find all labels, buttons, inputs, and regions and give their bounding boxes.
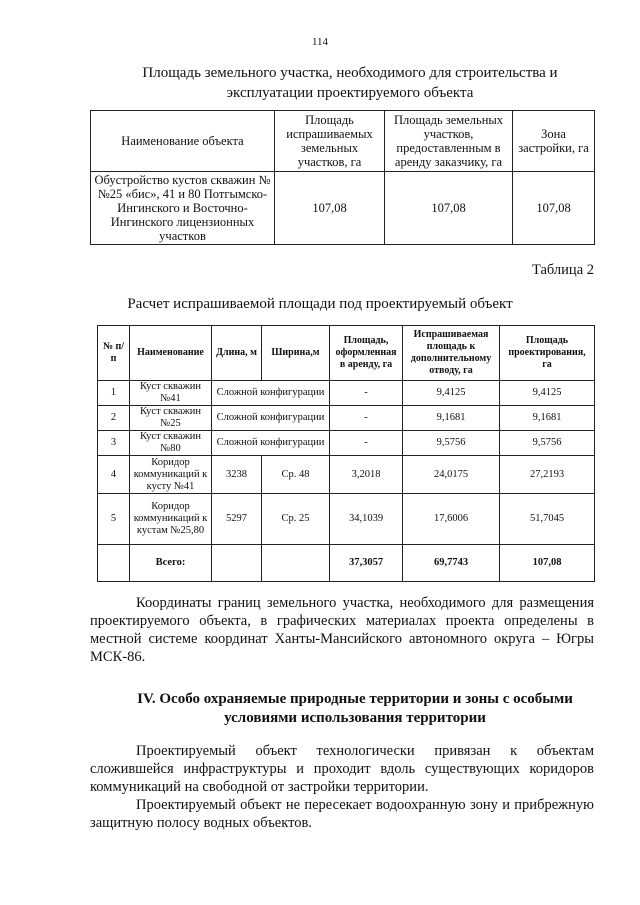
section-heading: IV. Особо охраняемые природные территории и зоны с особыми условиями использования территории — [137, 691, 573, 726]
table-header-cell: Площадь испрашиваемых земельных участков, га — [275, 111, 385, 172]
table-cell: Коридор коммуникаций к кусту №41 — [130, 456, 212, 494]
page-number: 114 — [311, 36, 329, 48]
table-cell: 9,4125 — [500, 381, 595, 406]
table-cell: 17,6006 — [403, 494, 500, 545]
table-row — [98, 381, 595, 406]
table-cell: 3,2018 — [330, 456, 403, 494]
table-cell: 9,1681 — [500, 406, 595, 431]
table-header-cell: Наименование — [130, 326, 212, 381]
table-cell — [98, 545, 130, 582]
table-header-cell: Длина, м — [212, 326, 262, 381]
paragraph-text: Проектируемый объект не пересекает водоохранную зону и прибрежную защитную полосу водных объектов. — [90, 797, 594, 831]
table-row — [91, 172, 595, 245]
table-header-row — [98, 326, 595, 381]
table1-title: Площадь земельного участка, необходимого для строительства и эксплуатации проектируемого объекта — [142, 65, 558, 101]
table-cell: - — [330, 381, 403, 406]
total-area: 37,3057 — [330, 545, 403, 582]
paragraph-text: Координаты границ земельного участка, необходимого для размещения проектируемого объекта, в графических материалах проекта определены в местной системе координат Ханты-Мансийского автономного округа – Югры МСК-86. — [90, 595, 594, 665]
table-header-cell: Испрашиваемая площадь к дополнительному отводу, га — [403, 326, 500, 381]
table-cell: 5297 — [212, 494, 262, 545]
table-total-row — [98, 545, 595, 582]
table-cell: - — [330, 406, 403, 431]
table-cell: 107,08 — [513, 172, 595, 245]
table-cell — [262, 545, 330, 582]
table-cell: Сложной конфигурации — [212, 381, 330, 406]
table-cell: 2 — [98, 406, 130, 431]
table-cell: 9,5756 — [500, 431, 595, 456]
table-cell: Коридор коммуникаций к кустам №25,80 — [130, 494, 212, 545]
table-header-cell: Ширина,м — [262, 326, 330, 381]
table-cell: 51,7045 — [500, 494, 595, 545]
table-row — [98, 406, 595, 431]
table-cell — [212, 545, 262, 582]
table-cell: 107,08 — [275, 172, 385, 245]
coordinates-paragraph — [90, 594, 594, 666]
table-row — [98, 456, 595, 494]
table-cell: Куст скважин №80 — [130, 431, 212, 456]
infrastructure-paragraph — [90, 742, 594, 796]
table-cell: Куст скважин №41 — [130, 381, 212, 406]
table-cell: 5 — [98, 494, 130, 545]
total-project: 107,08 — [500, 545, 595, 582]
table-row — [98, 431, 595, 456]
table-cell: 4 — [98, 456, 130, 494]
total-extra: 69,7743 — [403, 545, 500, 582]
table-cell: Ср. 25 — [262, 494, 330, 545]
paragraph-text: Проектируемый объект технологически привязан к объектам сложившейся инфраструктуры и проходит вдоль существующих коридоров коммуникаций на свободной от застройки территории. — [90, 743, 594, 795]
table-header-cell: Площадь, оформленная в аренду, га — [330, 326, 403, 381]
table-header-row — [91, 111, 595, 172]
table-cell: Обустройство кустов скважин №№25 «бис», 41 и 80 Потгымско-Ингинского и Восточно-Ингинского лицензионных участков — [91, 172, 275, 245]
table-header-cell: Площадь проектирования, га — [500, 326, 595, 381]
table-cell: Сложной конфигурации — [212, 431, 330, 456]
table-cell: 9,4125 — [403, 381, 500, 406]
table-row — [98, 494, 595, 545]
table-header-cell: Наименование объекта — [91, 111, 275, 172]
table-cell: 3 — [98, 431, 130, 456]
table2-title: Расчет испрашиваемой площади под проектируемый объект — [127, 296, 513, 312]
table-cell: 27,2193 — [500, 456, 595, 494]
table-header-cell: Зона застройки, га — [513, 111, 595, 172]
table-cell: 3238 — [212, 456, 262, 494]
table-cell: 107,08 — [385, 172, 513, 245]
table-cell: Куст скважин №25 — [130, 406, 212, 431]
table-header-cell: № п/п — [98, 326, 130, 381]
table-cell: 24,0175 — [403, 456, 500, 494]
table-cell: 34,1039 — [330, 494, 403, 545]
total-label: Всего: — [130, 545, 212, 582]
table-cell: - — [330, 431, 403, 456]
table-cell: 1 — [98, 381, 130, 406]
land-area-table — [90, 110, 595, 245]
area-calculation-table — [97, 325, 595, 582]
table-cell: Сложной конфигурации — [212, 406, 330, 431]
table-cell: 9,1681 — [403, 406, 500, 431]
water-zone-paragraph — [90, 796, 594, 832]
table2-label: Таблица 2 — [531, 262, 594, 278]
table-cell: Ср. 48 — [262, 456, 330, 494]
table-cell: 9,5756 — [403, 431, 500, 456]
table-header-cell: Площадь земельных участков, предоставленным в аренду заказчику, га — [385, 111, 513, 172]
